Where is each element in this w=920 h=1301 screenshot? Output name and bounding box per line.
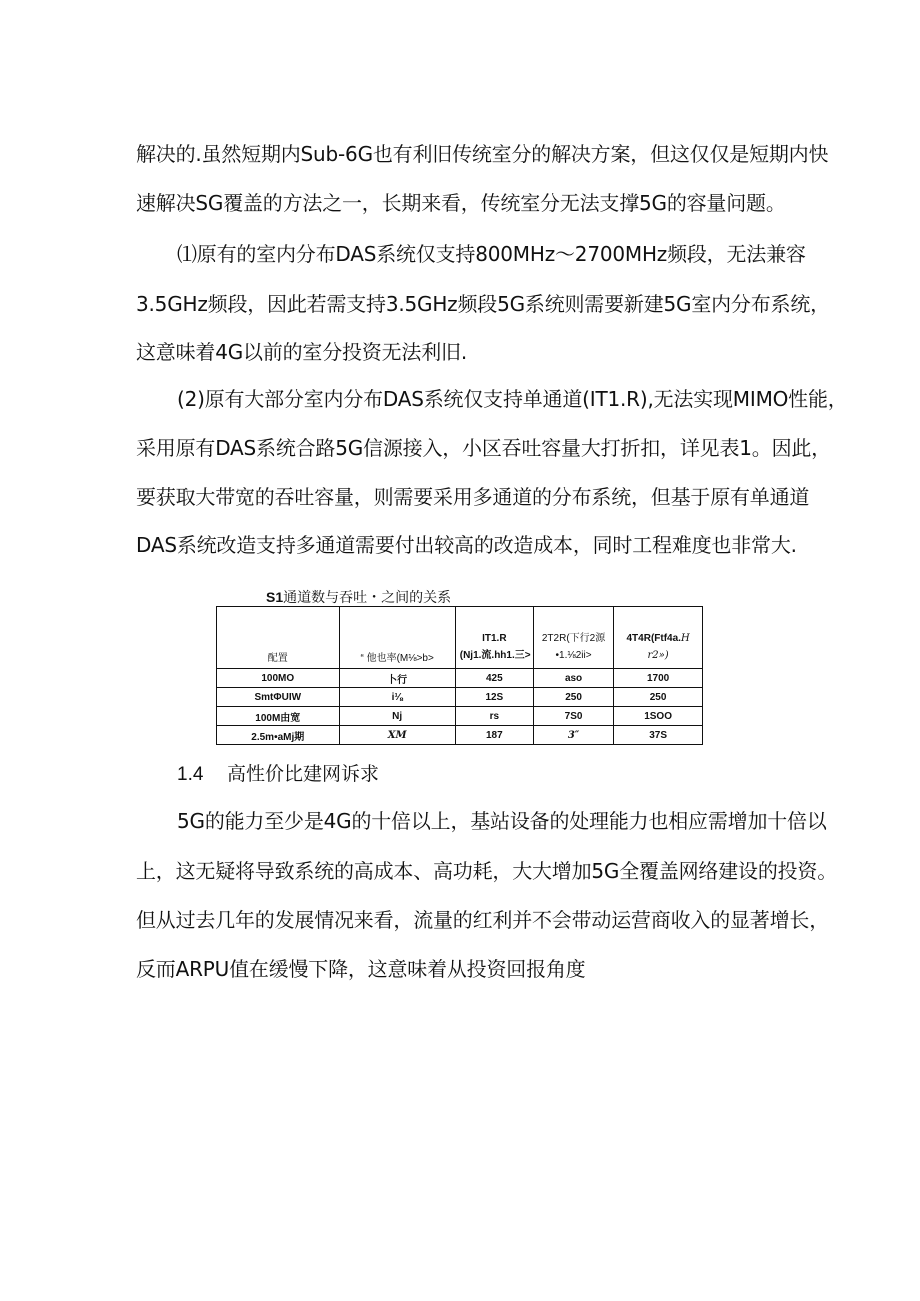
header-4t4r <box>614 607 703 669</box>
header-4t4r-line2: r2») <box>647 650 669 661</box>
row-metric: 卜行 <box>339 669 455 688</box>
row-value-1t1r: 187 <box>455 726 533 745</box>
paragraph-line: 5G的能力至少是4G的十倍以上，基站设备的处理能力也相应需增加十倍以 <box>177 809 827 833</box>
header-4t4r-line1-italic: H <box>680 633 690 644</box>
table-row <box>217 688 703 707</box>
header-2t2r-line2: •1.⅛2ii> <box>555 650 592 661</box>
paragraph-line: 解决的.虽然短期内Sub-6G也有利旧传统室分的解决方案，但这仅仅是短期内快 <box>136 142 829 166</box>
table-row <box>217 707 703 726</box>
section-number: 1.4 <box>177 764 204 785</box>
header-4t4r-line1-wrap <box>618 630 698 647</box>
header-4t4r-line1: 4T4R(Ftf4a. <box>626 633 681 644</box>
paragraph-line: 3.5GHz频段，因此若需支持3.5GHz频段5G系统则需要新建5G室内分布系统， <box>136 292 830 316</box>
header-1t1r-line1: IT1.R <box>482 633 507 644</box>
paragraph-line: 这意味着4G以前的室分投资无法利旧. <box>136 340 467 364</box>
paragraph-line: 但从过去几年的发展情况来看，流量的红利并不会带动运营商收入的显著增长， <box>136 908 829 932</box>
row-value-1t1r: 12S <box>455 688 533 707</box>
row-value-2t2r: 3″ <box>533 726 613 745</box>
table-row <box>217 669 703 688</box>
row-metric: Nj <box>339 707 455 726</box>
row-value-2t2r: 250 <box>533 688 613 707</box>
header-1t1r-line2: (Nj1.流.hh1.三> <box>459 650 531 661</box>
header-config: 配置 <box>217 607 340 669</box>
row-value-2t2r: 7S0 <box>533 707 613 726</box>
row-value-1t1r: rs <box>455 707 533 726</box>
paragraph-line: 要获取大带宽的吞吐容量，则需要采用多通道的分布系统，但基于原有单通道 <box>136 485 810 509</box>
paragraph-line: (2)原有大部分室内分布DAS系统仅支持单通道(IT1.R),无法实现MIMO性能， <box>177 387 848 411</box>
header-2t2r <box>533 607 613 669</box>
table-row <box>217 726 703 745</box>
paragraph-line: 采用原有DAS系统合路5G信源接入，小区吞吐容量大打折扣，详见表1。因此， <box>136 436 831 460</box>
row-config: 100M由宽 <box>217 707 340 726</box>
row-metric: i⅛ <box>339 688 455 707</box>
header-metric: “ 他也率(M⅛>b> <box>339 607 455 669</box>
row-value-4t4r: 250 <box>614 688 703 707</box>
row-value-1t1r: 425 <box>455 669 533 688</box>
row-config: SmtΦUIW <box>217 688 340 707</box>
row-value-4t4r: 37S <box>614 726 703 745</box>
throughput-table <box>216 606 703 745</box>
table-caption-text: 通道数与吞吐・之间的关系 <box>283 589 452 605</box>
header-2t2r-line1: 2T2R(下行2源 <box>541 633 606 644</box>
table-header-row <box>217 607 703 669</box>
row-metric: XM <box>339 726 455 745</box>
paragraph-line: ⑴原有的室内分布DAS系统仅支持800MHz〜2700MHz频段，无法兼容 <box>177 242 806 266</box>
row-value-4t4r: 1SOO <box>614 707 703 726</box>
row-config: 100MO <box>217 669 340 688</box>
section-heading <box>177 761 379 788</box>
row-config: 2.5m•aMj期 <box>217 726 340 745</box>
paragraph-line: 速解决SG覆盖的方法之一，长期来看，传统室分无法支撑5G的容量问题。 <box>136 191 786 215</box>
table-caption-prefix: S1 <box>266 589 284 605</box>
paragraph-line: 上，这无疑将导致系统的高成本、高功耗，大大增加5G全覆盖网络建设的投资。 <box>136 859 838 883</box>
row-value-4t4r: 1700 <box>614 669 703 688</box>
paragraph-line: 反而ARPU值在缓慢下降，这意味着从投资回报角度 <box>136 957 586 981</box>
section-title: 高性价比建网诉求 <box>227 763 380 785</box>
header-1t1r <box>455 607 533 669</box>
row-value-2t2r: aso <box>533 669 613 688</box>
table-caption <box>266 587 451 607</box>
paragraph-line: DAS系统改造支持多通道需要付出较高的改造成本，同时工程难度也非常大. <box>136 533 797 557</box>
